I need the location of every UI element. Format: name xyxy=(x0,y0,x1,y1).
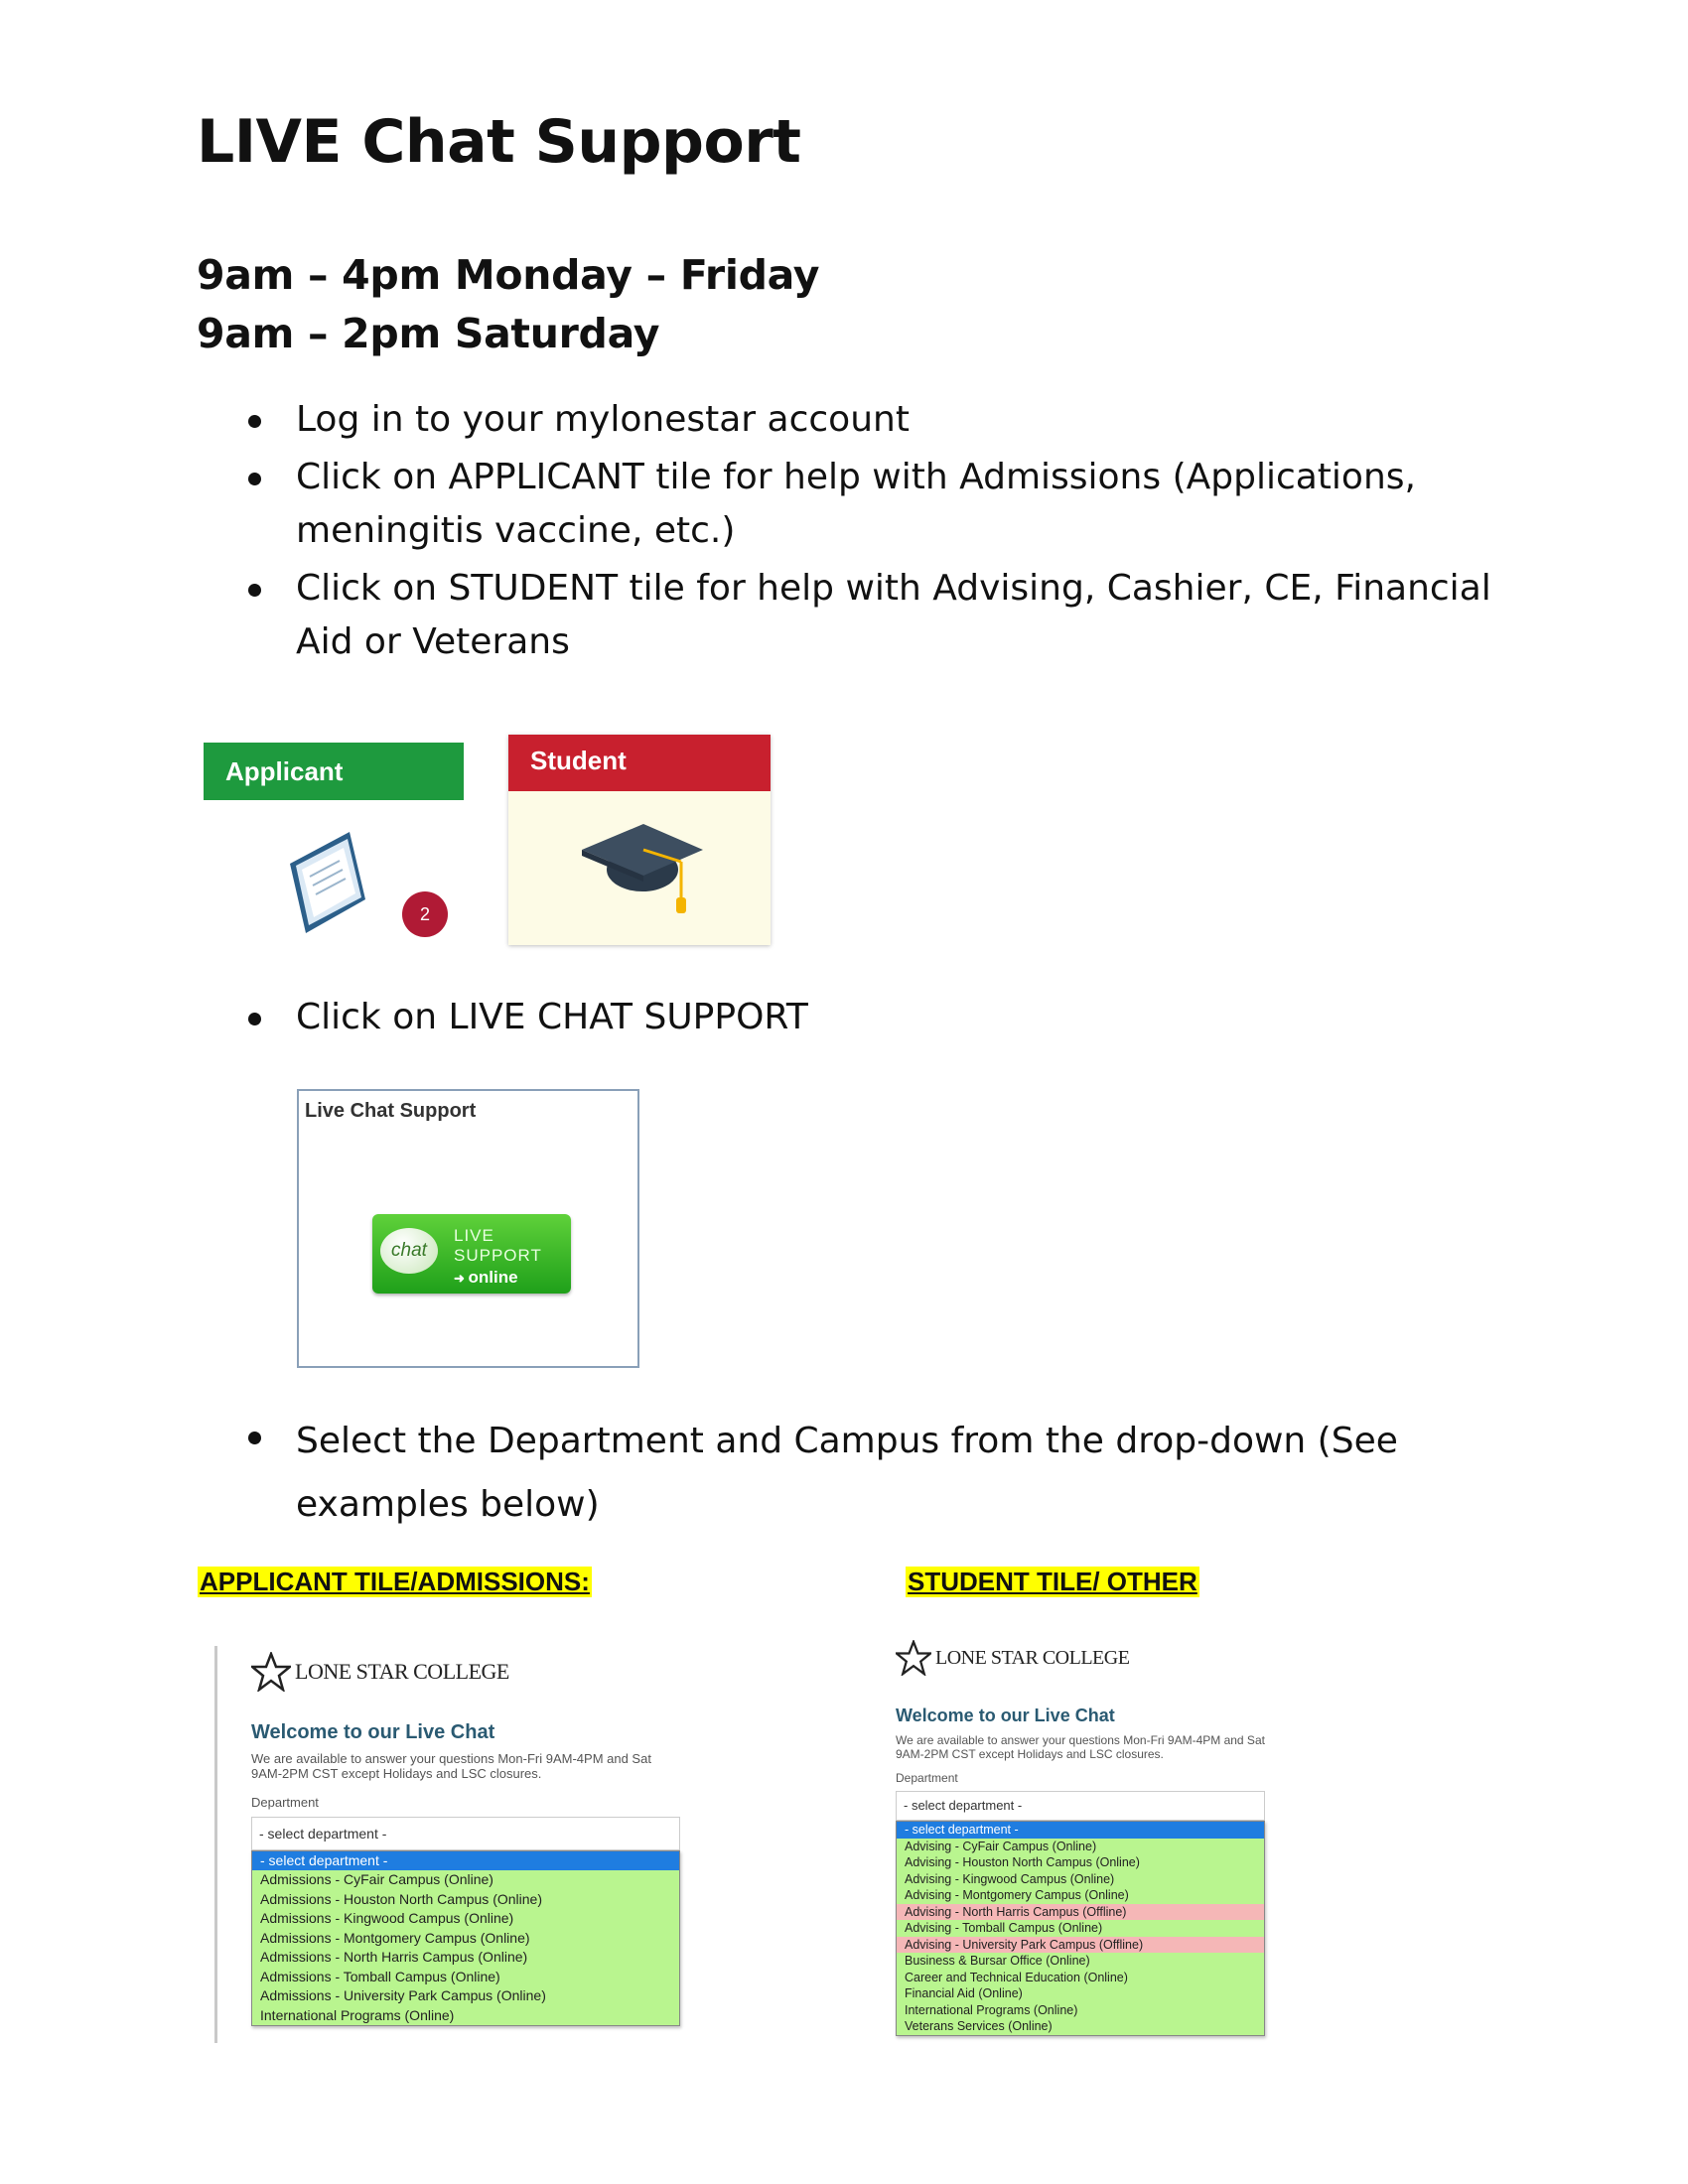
applicant-section-label: APPLICANT TILE/ADMISSIONS: xyxy=(200,1567,590,1596)
chat-step-list xyxy=(246,991,1497,1048)
admissions-chat-form xyxy=(214,1646,694,2043)
list-item[interactable]: Veterans Services (Online) xyxy=(905,2019,1053,2033)
list-item[interactable]: Admissions - North Harris Campus (Online) xyxy=(260,1949,528,1965)
notification-badge: 2 xyxy=(402,891,448,937)
applicant-tile-label: Applicant xyxy=(225,756,344,786)
lone-star-logo xyxy=(896,1640,1129,1676)
availability-text: We are available to answer your questions Mon-Fri 9AM-4PM and Sat 9AM-2PM CST except Holidays and LSC closures. xyxy=(251,1751,651,1781)
arrow-icon: ➜ xyxy=(454,1271,469,1286)
lone-star-logo xyxy=(251,1652,509,1692)
availability-text: We are available to answer your questions Mon-Fri 9AM-4PM and Sat 9AM-2PM CST except Holidays and LSC closures. xyxy=(896,1733,1265,1761)
list-item[interactable]: Advising - Houston North Campus (Online) xyxy=(905,1855,1140,1869)
list-item: Select the Department and Campus from the drop-down (See examples below) xyxy=(246,1410,1497,1537)
list-item[interactable]: Career and Technical Education (Online) xyxy=(905,1970,1128,1984)
logo-text: LONE STAR COLLEGE xyxy=(935,1646,1130,1669)
weekday-hours: 9am – 4pm Monday – Friday xyxy=(197,251,820,299)
list-item: Click on STUDENT tile for help with Advising, Cashier, CE, Financial Aid or Veterans xyxy=(246,562,1497,669)
list-item[interactable]: Admissions - CyFair Campus (Online) xyxy=(260,1871,493,1887)
saturday-hours: 9am – 2pm Saturday xyxy=(197,310,660,357)
list-item[interactable]: Admissions - University Park Campus (Online) xyxy=(260,1987,546,2003)
list-item[interactable]: International Programs (Online) xyxy=(905,2002,1078,2017)
tablet-icon xyxy=(278,822,377,941)
online-status xyxy=(454,1268,518,1288)
department-label: Department xyxy=(251,1795,319,1810)
department-options-list xyxy=(251,1850,680,2026)
star-icon xyxy=(251,1652,291,1692)
online-label: online xyxy=(468,1268,518,1287)
student-chat-form xyxy=(890,1636,1287,2053)
list-item[interactable]: International Programs (Online) xyxy=(260,2006,455,2023)
chat-bubble-icon: chat xyxy=(380,1228,438,1274)
list-item[interactable]: Business & Bursar Office (Online) xyxy=(905,1954,1090,1968)
list-item[interactable]: - select department - xyxy=(252,1851,679,1870)
live-chat-support-box xyxy=(297,1089,639,1368)
live-text: LIVE xyxy=(454,1226,494,1245)
student-section-label: STUDENT TILE/ OTHER xyxy=(908,1567,1197,1596)
list-item[interactable]: Advising - North Harris Campus (Offline) xyxy=(897,1904,1264,1921)
list-item[interactable]: - select department - xyxy=(897,1822,1264,1839)
chat-box-title: Live Chat Support xyxy=(305,1100,477,1122)
department-select[interactable]: - select department - xyxy=(251,1817,680,1850)
list-item[interactable]: Admissions - Montgomery Campus (Online) xyxy=(260,1929,530,1946)
list-item: Log in to your mylonestar account xyxy=(246,393,1497,447)
list-item[interactable]: Advising - Kingwood Campus (Online) xyxy=(905,1871,1115,1886)
list-item[interactable]: Admissions - Tomball Campus (Online) xyxy=(260,1968,500,1984)
list-item[interactable]: Admissions - Houston North Campus (Online) xyxy=(260,1890,542,1907)
list-item: Click on APPLICANT tile for help with Admissions (Applications, meningitis vaccine, etc.) xyxy=(246,451,1497,558)
welcome-heading: Welcome to our Live Chat xyxy=(896,1706,1115,1725)
list-item[interactable]: Financial Aid (Online) xyxy=(905,1986,1023,2000)
list-item: Click on LIVE CHAT SUPPORT xyxy=(246,991,1497,1044)
star-icon xyxy=(896,1640,931,1676)
list-item[interactable]: Advising - CyFair Campus (Online) xyxy=(905,1839,1097,1853)
list-item[interactable]: Advising - University Park Campus (Offline) xyxy=(897,1937,1264,1954)
support-text: SUPPORT xyxy=(454,1246,542,1265)
list-item[interactable]: Advising - Tomball Campus (Online) xyxy=(905,1921,1103,1935)
student-tile-header xyxy=(508,735,771,791)
live-support-text xyxy=(454,1226,542,1266)
logo-text: LONE STAR COLLEGE xyxy=(295,1659,509,1684)
applicant-tile[interactable] xyxy=(204,743,464,953)
list-item[interactable]: Admissions - Kingwood Campus (Online) xyxy=(260,1910,514,1926)
welcome-heading: Welcome to our Live Chat xyxy=(251,1721,495,1743)
student-tile[interactable] xyxy=(508,735,771,945)
department-select[interactable]: - select department - xyxy=(896,1791,1265,1821)
department-label: Department xyxy=(896,1771,958,1785)
instruction-list xyxy=(246,393,1497,673)
graduation-cap-icon xyxy=(578,812,707,931)
applicant-tile-header xyxy=(204,743,464,800)
list-item[interactable]: Advising - Montgomery Campus (Online) xyxy=(905,1888,1129,1902)
page-title: LIVE Chat Support xyxy=(197,107,801,177)
student-tile-label: Student xyxy=(530,746,627,775)
select-step-list xyxy=(246,1410,1497,1541)
department-options-list xyxy=(896,1821,1265,2036)
live-support-button[interactable] xyxy=(372,1214,571,1294)
